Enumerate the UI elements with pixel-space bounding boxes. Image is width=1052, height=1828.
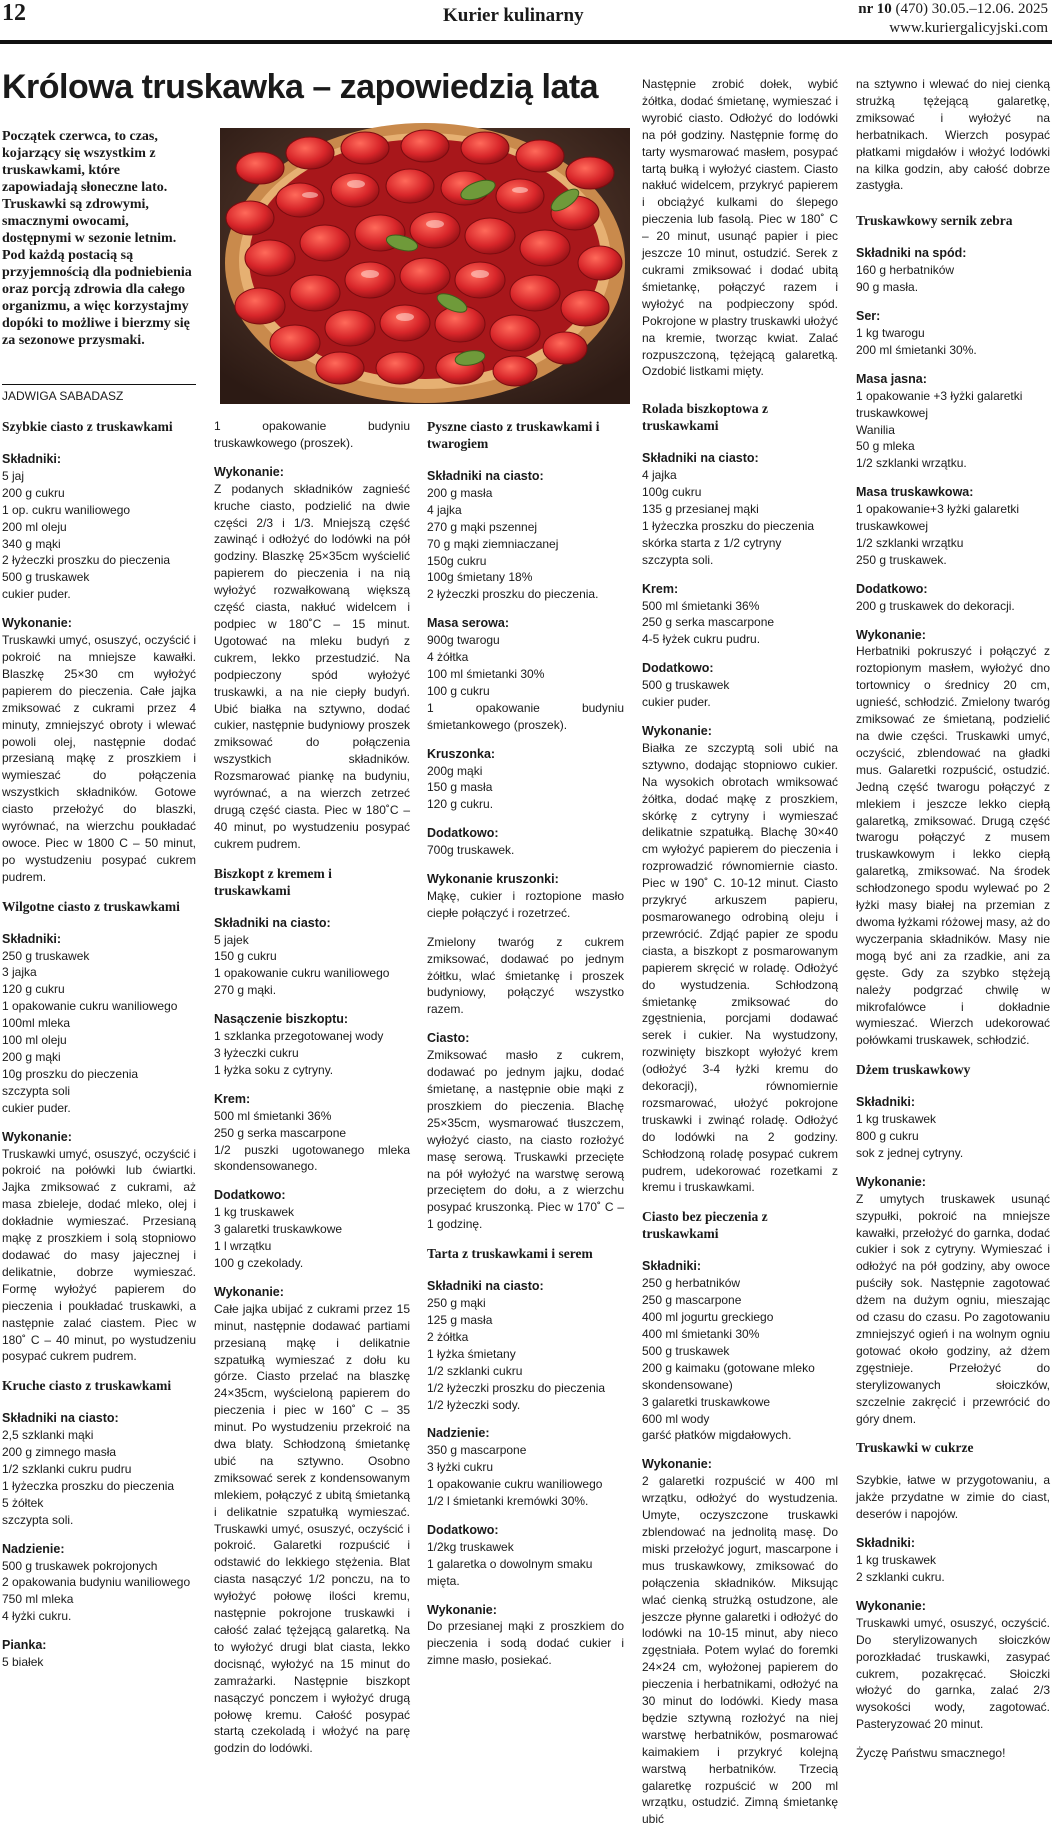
ingredient: 4 łyżki cukru. <box>2 1609 72 1624</box>
instructions: Truskawki umyć, osuszyć, oczyścić i pokroić na połówki lub ćwiartki. Jajka zmiksować z cukrami, aż masa zbieleje, dodać mleko, olej i dokładnie wymieszać. Przesianą mąkę z proszkiem i solą stopniowo dodawać do masy jajecznej i delikatnie, dobrze wymieszać. Formę wyłożyć papierem do pieczenia i poukładać truskawki, a następnie zalać ciastem. Piec w 180˚ C – 40 minut, po wystudzeniu posypać cukrem pudrem. <box>2 1146 196 1364</box>
section-heading: Nasączenie biszkoptu: <box>214 1012 349 1027</box>
instructions: 2 galaretki rozpuścić w 400 ml wrzątku, odłożyć do wystudzenia. Umyte, oczyszczone truskawki zblendować na jednolitą masę. Do miski przełożyć jogurt, mascarpone i mus truskawkowy, zmiksować do połączenia składników. Miksując wlać cienką strużką ostudzone, ale jeszcze płynne galaretki i odłożyć do lodówki na 10-15 minut, aby nieco zgęstniała. Potem wylać do foremki 24×24 cm, wyłożonej papierem do pieczenia i herbatnikami, odłożyć na 30 minut do lodówki. Kiedy masa będzie sztywną rozłożyć na niej warstwę herbatników, posmarować kaimakiem i przykryć kolejną warstwą herbatników. Trzecią galaretkę rozpuścić w 200 ml wrzątku, ostudzić. Zimną śmietankę ubić <box>642 1474 838 1827</box>
section-heading: Dodatkowo: <box>642 661 714 676</box>
ingredient: 1 op. cukru waniliowego <box>2 502 131 517</box>
instructions: Następnie zrobić dołek, wybić żółtka, dodać śmietanę, wymieszać i wyrobić ciasto. Odłożyć do lodówki na pół godziny. Następnie formę do tarty wysmarować masłem, posypać tartą bułką i wyłożyć ciastem. Ciasto nakłuć widelcem, przykryć papierem i obciążyć kulkami do ślepego pieczenia lub fasolą. Piec w 180˚ C – 20 minut, usunąć papier i piec jeszcze 10 minut, ostudzić. Serek z cukrami zmiksować i dodać ubitą śmietankę, połączyć razem i wyłożyć na podpieczony spód. Pokrojone w plastry truskawki ułożyć na kremie, tworząc kwiat. Zalać rozpuszczoną, tężejącą galaretką. Ozdobić listkami mięty. <box>642 77 838 379</box>
ingredient: garść płatków migdałowych. <box>642 1428 792 1443</box>
ingredient: 1/2 szklanki wrzątku. <box>856 456 967 471</box>
ingredient: 100 ml śmietanki 30% <box>427 666 545 681</box>
section-heading: Masa serowa: <box>427 616 509 631</box>
section-heading: Nadzienie: <box>427 1426 490 1441</box>
section-heading: Składniki na ciasto: <box>642 451 759 466</box>
ingredient: cukier puder. <box>642 695 711 710</box>
recipe-column-3 <box>427 418 624 1668</box>
section-heading: Składniki: <box>2 452 62 466</box>
ingredient: 10g proszku do pieczenia <box>2 1066 139 1081</box>
section-heading: Dodatkowo: <box>856 581 928 596</box>
ingredient: 120 g cukru. <box>427 797 494 812</box>
ingredient: szczypta soli. <box>642 552 714 567</box>
ingredient: 1 łyżeczka proszku do pieczenia <box>2 1478 175 1493</box>
recipe-title: Wilgotne ciasto z truskawkami <box>2 898 180 914</box>
article-title: Królowa truskawka – zapowiedzią lata <box>2 68 599 106</box>
ingredient: 1/2 łyżeczki proszku do pieczenia <box>427 1380 606 1395</box>
ingredient: 1/2kg truskawek <box>427 1539 514 1554</box>
instructions: Mąkę, cukier i roztopione masło ciepłe połączyć i rozetrzeć. <box>427 888 624 920</box>
instructions: Zmielony twaróg z cukrem zmiksować, dodawać po jednym żółtku, wlać śmietankę i proszek budyniowy, połączyć wszystko razem. <box>427 934 624 1017</box>
ingredient: 1 kg truskawek <box>856 1112 937 1127</box>
section-heading: Składniki: <box>856 1095 916 1110</box>
ingredient: 2 szklanki cukru. <box>856 1569 945 1584</box>
issue-number: (470) <box>895 1 928 17</box>
instructions: Białka ze szczyptą soli ubić na sztywno, dodając stopniowo cukier. Na wysokich obrotach wmiksować żółtka, dodać mąkę z proszkiem, skórkę z cytryny i wymieszać delikatnie szpatułką. Blachę 30×40 cm wyłożyć papierem do pieczenia i rozprowadzić równomiernie ciasto. Piec w 190˚ C. 10-12 minut. Ciasto przykryć arkuszem papieru, posmarowanego odrobiną oleju i przewrócić. Zdjąć papier ze spodu ciasta, a biszkopt z posmarowanym papierem skręcić w roladę. Odłożyć do wystudzenia. Schłodzoną śmietankę zmiksować do zgęstnienia, porcjami dodawać serek i cukier. Na wystudzony, rozwinięty biszkopt wyłożyć krem (odłożyć 3-4 łyżki kremu do dekoracji), równomiernie rozsmarować, ułożyć pokrojone truskawki i zwinąć roladę. Odłożyć do lodówki na 2 godziny. Schłodzoną roladę posypać cukrem pudrem, udekorować rozetkami z kremu i truskawkami. <box>642 740 838 1195</box>
recipe-title: Ciasto bez pieczenia z truskawkami <box>642 1209 768 1242</box>
ingredient: 1 łyżeczka proszku do pieczenia <box>642 518 815 533</box>
ingredient: szczypta soli <box>2 1083 71 1098</box>
ingredient: 250 g serka mascarpone <box>642 615 775 630</box>
ingredient: 600 ml wody <box>642 1411 710 1426</box>
ingredient: 100g cukru <box>642 485 702 500</box>
ingredient: 800 g cukru <box>856 1129 919 1144</box>
article-lead: Początek czerwca, to czas, kojarzący się wszystkim z truskawkami, które zapowiadają słoneczne lato. Truskawki są zdrowymi, smacznymi owocami, dostępnymi w sezonie letnim. Pod każdą postacią są przyjemnością dla podniebienia oraz porcją zdrowia dla całego organizmu, a więc korzystajmy dopóki to możliwe i bierzmy się za sezonowe przysmaki. <box>2 129 192 348</box>
recipe-title: Truskawki w cukrze <box>856 1440 974 1456</box>
ingredient: 1 opakowanie cukru waniliowego <box>427 1477 603 1492</box>
ingredient: 250 g truskawek. <box>856 552 947 567</box>
ingredient: 250 g mąki <box>427 1296 486 1311</box>
ingredient: 200 g zimnego masła <box>2 1445 117 1460</box>
instructions: Herbatniki pokruszyć i połączyć z roztopionym masłem, wyłożyć dno tortownicy o średnicy 20 cm, ugnieść, schłodzić. Zmielony twaróg zmiksować ze śmietaną, podzielić na dwie części. Truskawki umyć, oczyścić, zblendować na gładki mus. Galaretki rozpuścić, ostudzić. Jedną część twarogu połączyć z mlekiem i jeszcze lekko ciepłą galaretką, zmiksować. Drugą część twarogu połączyć z musem truskawkowym i lekko ciepłą galaretką, zmiksować. Na środek schłodzonego spodu wylewać po 2 łyżki masy białej na przemian z dwoma łyżkami różowej masy, aż do wyczerpania składników. Masy nie mogą być ani za rzadkie, ani za gęste. Gdy za szybko stężeją należy podgrzać chwilę w mikrofalówce i dokładnie wymieszać. Wierzch udekorować połówkami truskawek, schłodzić. <box>856 644 1050 1048</box>
ingredient: 1/2 puszki ugotowanego mleka skondensowanego. <box>214 1142 410 1174</box>
section-heading: Dodatkowo: <box>427 826 499 841</box>
ingredient: 340 g mąki <box>2 536 61 551</box>
recipe-title: Truskawkowy sernik zebra <box>856 213 1013 229</box>
article-author: JADWIGA SABADASZ <box>2 384 196 403</box>
section-heading: Wykonanie: <box>856 1598 926 1613</box>
section-heading: Masa truskawkowa: <box>856 485 974 500</box>
ingredient: 250 g serka mascarpone <box>214 1125 347 1140</box>
recipe-column-5 <box>856 76 1050 1761</box>
intro-text: Szybkie, łatwe w przygotowaniu, a jakże przydatne w zimie do ciast, deserów i napojów. <box>856 1473 1050 1522</box>
section-heading: Masa jasna: <box>856 371 927 386</box>
ingredient: 100ml mleka <box>2 1016 71 1031</box>
ingredient: 500 g truskawek pokrojonych <box>2 1558 158 1573</box>
ingredient: sok z jednej cytryny. <box>856 1145 964 1160</box>
section-title: Kurier kulinarny <box>443 5 584 26</box>
recipe-title: Biszkopt z kremem i truskawkami <box>214 865 332 898</box>
ingredient: 700g truskawek. <box>427 843 515 858</box>
ingredient: 160 g herbatników <box>856 263 955 278</box>
ingredient: 4 jajka <box>642 468 677 483</box>
ingredient: 1 szklanka przegotowanej wody <box>214 1029 384 1044</box>
header-rule <box>0 40 1052 44</box>
ingredient: 500 g truskawek <box>642 1343 730 1358</box>
instructions: Całe jajka ubijać z cukrami przez 15 minut, następnie dodawać partiami przesianą mąkę i delikatnie szpatułką wymieszać z dołu ku górze. Ciasto przelać na blaszkę 24×35cm, wyścieloną papierem do pieczenia i piec w 160˚ C – 35 minut. Po wystudzeniu przekroić na dwa blaty. Schłodzoną śmietankę ubić na sztywno. Osobno zmiksować serek z kondensowanym mlekiem, połączyć z ubitą śmietanką i delikatnie szpatułką wymieszać. Truskawki umyć, osuszyć, oczyścić i pokroić. Galaretki rozpuścić i odstawić do lekkiego stężenia. Blat ciasta nasączyć 1/2 ponczu, na to wyłożyć połowę ilości kremu, następnie pokrojone truskawki i całość zalać tężejącą galaretką. Na to wyłożyć drugi blat ciasta, lekko docisnąć, wyłożyć na 15 minut do zamrażarki. Następnie biszkopt nasączyć ponczem i wyłożyć drugą połowę kremu. Całość posypać startą czekoladą i włożyć na parę godzin do lodówki. <box>214 1301 410 1756</box>
ingredient: 1 łyżka soku z cytryny. <box>214 1062 334 1077</box>
section-heading: Ser: <box>856 309 881 324</box>
section-heading: Krem: <box>642 581 679 596</box>
instructions: Truskawki umyć, osuszyć, oczyścić. Do sterylizowanych słoiczków porozkładać truskawki, zasypać cukrem, pozakręcać. Słoiczki włożyć do garnka, zalać 2/3 wysokości wody, zagotować. Pasteryzować 20 minut. <box>856 1615 1050 1732</box>
recipe-column-4 <box>642 76 838 1827</box>
ingredient: 1/2 łyżeczki sody. <box>427 1397 521 1412</box>
section-heading: Wykonanie: <box>214 464 284 479</box>
ingredient: 200 g cukru <box>2 485 65 500</box>
ingredient: 1 opakowanie cukru waniliowego <box>2 999 178 1014</box>
ingredient: 2 żółtka <box>427 1329 469 1344</box>
ingredient: cukier puder. <box>2 587 71 602</box>
ingredient: 1 galaretka o dowolnym smaku <box>427 1556 593 1571</box>
ingredient: 400 ml jogurtu greckiego <box>642 1310 774 1325</box>
ingredient: 270 g mąki. <box>214 983 277 998</box>
recipe-title: Dżem truskawkowy <box>856 1062 971 1078</box>
ingredient: 1 opakowanie budyniu truskawkowego (proszek). <box>214 419 410 450</box>
ingredient: 90 g masła. <box>856 280 919 295</box>
section-heading: Składniki na ciasto: <box>214 915 331 930</box>
instructions: Do przesianej mąki z proszkiem do pieczenia i sodą dodać cukier i zimne masło, posiekać. <box>427 1619 624 1668</box>
ingredient: 150 g cukru <box>214 949 277 964</box>
ingredient: 1 l wrzątku <box>214 1239 272 1254</box>
ingredient: 500 g truskawek <box>642 678 730 693</box>
ingredient: 3 jajka <box>2 965 37 980</box>
ingredient: 3 galaretki truskawkowe <box>642 1394 771 1409</box>
page-number: 12 <box>2 0 26 26</box>
ingredient: 5 jajek <box>214 932 249 947</box>
ingredient: 1 opakowanie +3 łyżki galaretki <box>856 388 1023 403</box>
ingredient: 100g śmietany 18% <box>427 570 533 585</box>
section-heading: Dodatkowo: <box>214 1188 286 1203</box>
recipe-title: Tarta z truskawkami i serem <box>427 1246 593 1262</box>
instructions: Zmiksować masło z cukrem, dodawać po jednym jajku, dodać śmietanę, a następnie obie mąki z proszkiem do pieczenia. Blachę 25×35cm, wysmarować tłuszczem, wyłożyć ciasto, na ciasto rozłożyć masę serową. Truskawki przecięte na pół wyłożyć na warstwę serową przeciętem do dołu, a z wierzchu posypać kruszonką. Piec w 170˚ C – 1 godzinę. <box>427 1048 624 1232</box>
issue-label: nr 10 <box>858 1 892 17</box>
ingredient: 250 g truskawek <box>2 948 90 963</box>
closing-wish: Życzę Państwu smacznego! <box>856 1746 1006 1761</box>
ingredient: 100 g cukru <box>427 683 490 698</box>
ingredient: 1 łyżka śmietany <box>427 1346 516 1361</box>
ingredient: 3 łyżeczki cukru <box>214 1046 299 1060</box>
ingredient: 5 białek <box>2 1655 44 1670</box>
ingredient: 500 ml śmietanki 36% <box>214 1108 332 1123</box>
section-heading: Wykonanie: <box>214 1284 284 1299</box>
section-heading: Wykonanie: <box>427 1602 497 1617</box>
ingredient: 350 g mascarpone <box>427 1443 527 1458</box>
ingredient: 120 g cukru <box>2 982 65 997</box>
ingredient: 5 jaj <box>2 468 25 483</box>
ingredient: 2,5 szklanki mąki <box>2 1428 94 1443</box>
ingredient: 150g cukru <box>427 553 487 568</box>
ingredient: 4 jajka <box>427 502 462 517</box>
section-heading: Wykonanie kruszonki: <box>427 872 559 887</box>
section-heading: Nadzienie: <box>2 1541 65 1556</box>
strawberry-tart-photo <box>220 128 630 404</box>
ingredient: 200 g kaimaku (gotowane mleko skondensowane) <box>642 1360 815 1392</box>
section-heading: Składniki na spód: <box>856 246 967 261</box>
ingredient: 270 g mąki pszennej <box>427 519 538 534</box>
section-heading: Wykonanie: <box>856 1174 926 1189</box>
section-heading: Składniki na ciasto: <box>427 1279 544 1294</box>
section-heading: Składniki na ciasto: <box>2 1411 119 1426</box>
ingredient: 250 g herbatników <box>642 1276 741 1291</box>
ingredient: 1 opakowanie cukru waniliowego <box>214 966 390 981</box>
section-heading: Wykonanie: <box>2 616 72 631</box>
ingredient: 2 opakowania budyniu waniliowego <box>2 1575 191 1590</box>
ingredient: 3 galaretki truskawkowe <box>214 1222 343 1237</box>
section-heading: Składniki na ciasto: <box>427 469 544 483</box>
issue-info <box>858 0 1048 38</box>
ingredient: 1 kg twarogu <box>856 325 925 340</box>
ingredient: 1 kg truskawek <box>214 1205 295 1220</box>
issue-dates: 30.05.–12.06. 2025 <box>931 1 1048 17</box>
ingredient: 1/2 szklanki cukru <box>427 1363 523 1378</box>
ingredient: 3 łyżki cukru <box>427 1460 494 1475</box>
section-heading: Składniki: <box>2 931 62 946</box>
ingredient: 100 g czekolady. <box>214 1255 304 1270</box>
recipe-column-1 <box>2 418 196 1670</box>
section-heading: Składniki: <box>642 1259 702 1274</box>
instructions: Z umytych truskawek usunąć szypułki, pokroić na mniejsze kawałki, przełożyć do garnka, dodać cukier i sok z cytryny. Wymieszać i odłożyć na pół godziny, aby owoce puściły sok. Następnie zagotować dżem na dużym ogniu, mieszając od czasu do czasu. Po zagotowaniu zmniejszyć ogień i na wolnym ogniu gotować około godziny, aż dżem zgęstnieje. Przełożyć do sterylizowanych słoiczków, szczelnie zakręcić i przewrócić do góry dnem. <box>856 1191 1050 1426</box>
section-heading: Wykonanie: <box>642 724 712 738</box>
section-heading: Kruszonka: <box>427 746 496 761</box>
recipe-title: Rolada biszkoptowa z truskawkami <box>642 401 769 434</box>
instructions: na sztywno i wlewać do niej cienką strużką tężejącą galaretkę, zmiksować i wyłożyć na herbatnikach. Wierzch posypać płatkami migdałów i włożyć lodówki na kilka godzin, aby całość dobrze zastygła. <box>856 77 1050 193</box>
ingredient: 70 g mąki ziemniaczanej <box>427 536 559 551</box>
ingredient: truskawkowej <box>856 519 929 534</box>
ingredient: 500 ml śmietanki 36% <box>642 598 760 613</box>
section-heading: Składniki: <box>856 1536 916 1551</box>
section-heading: Ciasto: <box>427 1031 470 1046</box>
ingredient: 2 łyżeczki proszku do pieczenia. <box>427 587 599 602</box>
instructions: Truskawki umyć, osuszyć, oczyścić i pokroić na mniejsze kawałki. Blaszkę 25×30 cm wyłożyć papierem do pieczenia. Całe jajka zmiksować z cukrami przez 4 minuty, zmniejszyć obroty i wlewać powoli olej, następnie dodać przesianą mąkę z proszkiem i wymieszać do połączenia wszystkich składników. Gotowe ciasto przełożyć do blaszki, wyrównać, na wierzchu poukładać owoce. Piec w 1800 C – 50 minut, po wystudzeniu posypać cukrem pudrem. <box>2 633 196 884</box>
page-header <box>0 0 1052 42</box>
ingredient: 1 opakowanie+3 łyżki galaretki <box>856 502 1020 517</box>
ingredient: 200 ml oleju <box>2 519 67 534</box>
ingredient: 400 ml śmietanki 30% <box>642 1327 760 1341</box>
ingredient: cukier puder. <box>2 1100 71 1115</box>
section-heading: Wykonanie: <box>642 1457 712 1472</box>
ingredient: 4-5 łyżek cukru pudru. <box>642 632 761 647</box>
recipe-title: Szybkie ciasto z truskawkami <box>2 419 173 434</box>
ingredient: 1/2 szklanki wrzątku <box>856 535 964 550</box>
ingredient: 150 g masła <box>427 780 493 795</box>
instructions: Z podanych składników zagnieść kruche ciasto, podzielić na dwie części 2/3 i 1/3. Mniejszą część zawinąć i odłożyć do lodówki na pół godziny. Blaszkę 25×35cm wyścielić papierem do pieczenia i na nią wyłożyć rozwałkowaną większą część ciasta, nakłuć widelcem i podpiec w 180˚C – 15 minut. Ugotować na mleku budyń z cukrem, lekko przestudzić. Na podpieczony spód wyłożyć truskawki, a na nie ciepły budyń. Ubić białka na sztywno, dodać cukier, następnie budyniowy proszek zmiksować do połączenia wszystkich składników. Rozsmarować piankę na budyniu, wyrównać, a na wierzch zetrzeć drugą część ciasta. Piec w 180˚C – 40 minut, po wystudzeniu posypać cukrem pudrem. <box>214 481 410 851</box>
recipe-column-2 <box>214 418 410 1756</box>
section-heading: Krem: <box>214 1091 251 1106</box>
ingredient: 200g mąki <box>427 763 483 778</box>
ingredient: 4 żółtka <box>427 650 469 665</box>
ingredient: skórka starta z 1/2 cytryny <box>642 535 782 550</box>
ingredient: 5 żółtek <box>2 1495 44 1510</box>
ingredient: 750 ml mleka <box>2 1592 74 1607</box>
ingredient: 1 kg truskawek <box>856 1553 937 1568</box>
recipe-title: Pyszne ciasto z truskawkami i twarogiem <box>427 419 600 451</box>
ingredient: 135 g przesianej mąki <box>642 502 759 517</box>
ingredient: 50 g mleka <box>856 439 915 454</box>
ingredient: 1/2 szklanki cukru pudru <box>2 1462 132 1477</box>
section-heading: Pianka: <box>2 1638 47 1653</box>
ingredient: 1/2 l śmietanki kremówki 30%. <box>427 1494 589 1509</box>
ingredient: szczypta soli. <box>2 1512 74 1527</box>
ingredient: 2 łyżeczki proszku do pieczenia <box>2 553 171 568</box>
ingredient: 200 g masła <box>427 485 493 500</box>
ingredient: 125 g masła <box>427 1312 493 1327</box>
section-heading: Wykonanie: <box>856 627 926 642</box>
ingredient: 250 g mascarpone <box>642 1293 742 1308</box>
section-heading: Wykonanie: <box>2 1129 72 1144</box>
ingredient: mięta. <box>427 1573 460 1588</box>
website-link[interactable]: www.kuriergalicyjski.com <box>889 20 1048 36</box>
section-heading: Dodatkowo: <box>427 1522 499 1537</box>
ingredient: 100 ml oleju <box>2 1033 67 1048</box>
ingredient: Wanilia <box>856 422 895 437</box>
recipe-title: Kruche ciasto z truskawkami <box>2 1378 172 1394</box>
ingredient: 200 g mąki <box>2 1050 61 1064</box>
ingredient: 500 g truskawek <box>2 570 90 585</box>
ingredient: 200 g truskawek do dekoracji. <box>856 598 1015 613</box>
ingredient: 900g twarogu <box>427 633 500 648</box>
ingredient: truskawkowej <box>856 405 929 420</box>
ingredient: 200 ml śmietanki 30%. <box>856 342 977 357</box>
ingredient: 1 opakowanie budyniu śmietankowego (proszek). <box>427 700 624 732</box>
